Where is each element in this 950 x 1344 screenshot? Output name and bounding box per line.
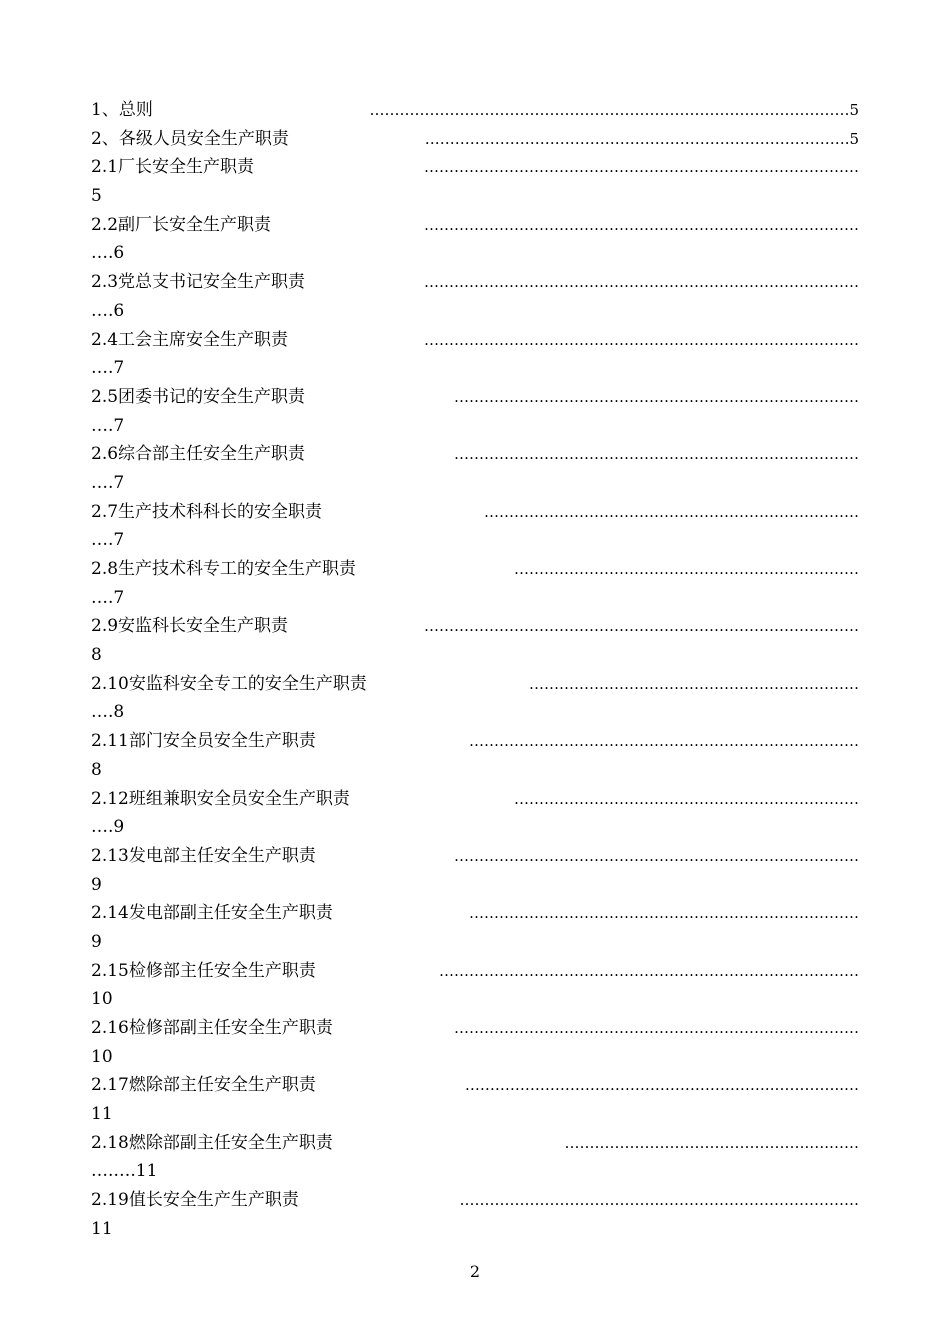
toc-entry[interactable]: [91, 498, 859, 555]
toc-title: 2.5团委书记的安全生产职责: [91, 386, 306, 407]
toc-leader: ………………………………………………………………………….5: [424, 129, 859, 148]
toc-leader: ……………………………………………………………………………: [424, 617, 859, 636]
toc-title: 2.12班组兼职安全员安全生产职责: [91, 788, 350, 809]
toc-entry[interactable]: [91, 785, 859, 842]
toc-entry[interactable]: [91, 268, 859, 325]
toc-leader: ………………………………………………………………………: [454, 387, 859, 406]
toc-title: 2.11部门安全员安全生产职责: [91, 731, 316, 752]
toc-entry[interactable]: [91, 899, 859, 956]
toc-leader: ……………………………………………………………………………: [424, 330, 859, 349]
toc-entry[interactable]: [91, 727, 859, 784]
toc-page-ref: 11: [91, 1104, 113, 1125]
toc-entry[interactable]: [91, 1129, 859, 1186]
toc-page-ref: 10: [91, 1046, 113, 1067]
toc-page-ref: 9: [91, 931, 102, 952]
toc-page-ref: 11: [91, 1218, 113, 1239]
toc-leader: ……………………………………………………………………………: [424, 158, 859, 177]
toc-leader: ………………………………………………………………………: [454, 1019, 859, 1037]
toc-leader: ……………………………………………………………………………: [424, 215, 859, 234]
toc-page-ref: 8: [91, 759, 102, 780]
toc-entry[interactable]: [91, 96, 859, 125]
toc-leader: ………………………………………………………………………: [454, 445, 859, 464]
toc-leader: …………………………………..…………………………………: [459, 1191, 859, 1210]
toc-leader: …………………………………………………………: [529, 674, 859, 693]
toc-title: 2.2副厂长安全生产职责: [91, 214, 272, 235]
toc-title: 2.14发电部副主任安全生产职责: [91, 903, 333, 924]
toc-page-ref: ….7: [91, 358, 125, 379]
toc-title: 2.4工会主席安全生产职责: [91, 329, 289, 350]
toc-entry[interactable]: [91, 1071, 859, 1128]
toc-entry[interactable]: [91, 957, 859, 1014]
toc-page-ref: ….6: [91, 243, 125, 264]
toc-title: 1、总则: [91, 100, 153, 120]
toc-entry[interactable]: [91, 670, 859, 727]
toc-entry[interactable]: [91, 440, 859, 497]
toc-page-ref: ….9: [91, 817, 125, 838]
toc-title: 2.8生产技术科专工的安全生产职责: [91, 559, 357, 579]
toc-entry[interactable]: [91, 1186, 859, 1243]
toc-entry[interactable]: [91, 842, 859, 899]
toc-page-ref: ….7: [91, 472, 125, 493]
toc-leader: ………………………………………….….……: [564, 1133, 859, 1152]
toc-leader: ……………………………………………………………………………: [424, 273, 859, 292]
toc-entry[interactable]: [91, 612, 859, 669]
toc-entry[interactable]: [91, 211, 859, 268]
toc-entry[interactable]: [91, 125, 859, 154]
toc-page-ref: 9: [91, 874, 102, 895]
toc-leader: ………………………………………………………………………: [454, 846, 859, 865]
toc-page-ref: ….6: [91, 300, 125, 321]
toc-page-ref: ….8: [91, 702, 125, 723]
toc-title: 2.15检修部主任安全生产职责: [91, 960, 316, 981]
toc-page-ref: ….….11: [91, 1161, 158, 1182]
toc-entry[interactable]: [91, 555, 859, 612]
toc-leader: ……………………………………………………………: [514, 560, 859, 578]
toc-page-ref: ….7: [91, 415, 125, 436]
toc-page-ref: 5: [91, 186, 102, 207]
toc-entry[interactable]: [91, 1014, 859, 1071]
toc-title: 2.19值长安全生产生产职责: [91, 1190, 299, 1211]
toc-leader: ……………………………………………………………: [514, 789, 859, 808]
table-of-contents: [91, 96, 859, 1244]
toc-leader: …………………………………………………………………………: [439, 961, 859, 980]
toc-leader: …………………………………………………………………: [484, 502, 859, 521]
toc-title: 2.17燃除部主任安全生产职责: [91, 1075, 316, 1096]
toc-title: 2.6综合部主任安全生产职责: [91, 444, 306, 465]
toc-title: 2.3党总支书记安全生产职责: [91, 272, 306, 293]
toc-leader: ……………………………………………………..…………..…: [464, 1076, 859, 1095]
toc-title: 2.18燃除部副主任安全生产职责: [91, 1132, 333, 1153]
toc-page-ref: 8: [91, 645, 102, 666]
toc-title: 2.16检修部副主任安全生产职责: [91, 1018, 333, 1038]
toc-title: 2.1厂长安全生产职责: [91, 157, 255, 178]
toc-entry[interactable]: [91, 153, 859, 210]
toc-page-ref: ….7: [91, 587, 125, 608]
toc-entry[interactable]: [91, 326, 859, 383]
toc-title: 2、各级人员安全生产职责: [91, 128, 289, 149]
toc-title: 2.13发电部主任安全生产职责: [91, 845, 316, 866]
toc-title: 2.9安监科长安全生产职责: [91, 616, 289, 637]
toc-title: 2.10安监科安全专工的安全生产职责: [91, 673, 367, 694]
toc-page-ref: ….7: [91, 530, 125, 551]
toc-entry[interactable]: [91, 383, 859, 440]
toc-title: 2.7生产技术科科长的安全职责: [91, 501, 323, 522]
toc-leader: ……………………………………………………………………………………5: [369, 101, 859, 119]
toc-page-ref: 10: [91, 989, 113, 1010]
toc-leader: ……………………………………………………………………: [469, 904, 859, 923]
toc-leader: ……………………………………………………………………: [469, 732, 859, 751]
page-number: 2: [469, 1262, 481, 1281]
